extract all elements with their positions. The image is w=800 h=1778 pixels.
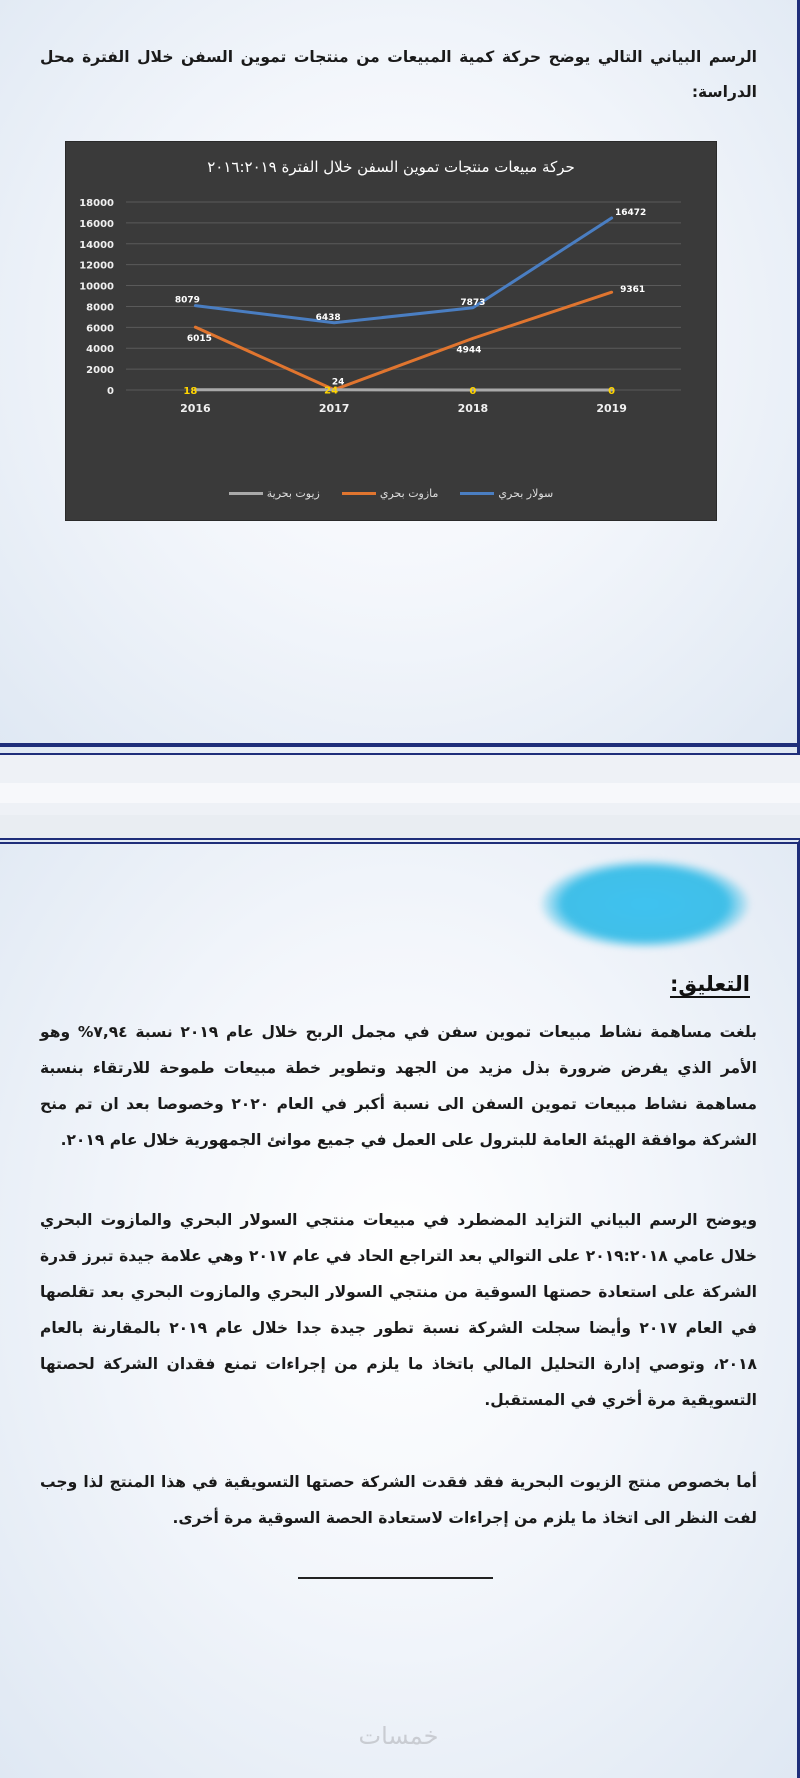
chart-title: حركة مبيعات منتجات تموين السفن خلال الفترة ٢٠١٦:٢٠١٩ <box>207 158 575 176</box>
watermark: خمسات <box>358 1722 439 1750</box>
x-tick-label: 2016 <box>180 402 211 415</box>
line-chart <box>66 142 716 520</box>
comment-paragraph-3: أما بخصوص منتج الزيوت البحرية فقد فقدت الشركة حصتها التسويقية في هذا المنتج لذا وجب لفت النظر الى اتخاذ ما يلزم من إجراءات لاستعادة الحصة السوقية مرة أخرى. <box>40 1473 757 1527</box>
y-tick-label: 18000 <box>79 198 114 209</box>
y-tick-label: 6000 <box>86 323 114 335</box>
comment-title: التعليق: <box>670 972 750 996</box>
x-tick-label: 2019 <box>596 402 627 415</box>
chart-legend <box>66 487 716 500</box>
data-label: 7873 <box>460 297 486 308</box>
data-label: 16472 <box>614 207 647 218</box>
y-tick-label: 4000 <box>86 344 114 356</box>
x-tick-label: 2017 <box>318 402 350 415</box>
series-line-1 <box>195 218 611 323</box>
redacted-scribble-icon <box>540 859 750 949</box>
y-tick-label: 16000 <box>79 218 114 230</box>
legend-swatch <box>229 492 263 495</box>
legend-item-1 <box>460 487 553 500</box>
document-page-2 <box>0 838 800 1778</box>
page-gap <box>0 755 800 815</box>
document-page-1 <box>0 0 800 755</box>
data-label: 6438 <box>315 312 341 323</box>
page-border-bottom <box>0 743 797 755</box>
legend-label: زيوت بحرية <box>266 487 320 500</box>
y-tick-label: 14000 <box>79 239 114 251</box>
data-label: 8079 <box>174 295 200 306</box>
y-tick-label: 8000 <box>86 302 114 314</box>
legend-swatch <box>342 492 376 495</box>
data-label: 24 <box>331 377 345 388</box>
legend-label: مازوت بحري <box>379 487 439 500</box>
end-rule <box>298 1577 493 1579</box>
chart-canvas <box>66 142 716 520</box>
data-label: 0 <box>469 386 477 397</box>
y-tick-label: 0 <box>107 386 114 397</box>
data-label: 6015 <box>186 334 212 345</box>
comment-paragraph-2: ويوضح الرسم البياني التزايد المضطرد في مبيعات منتجي السولار البحري والمازوت البحري خلال عامي ٢٠١٩:٢٠١٨ على التوالي بعد التراجع الحاد في عام ٢٠١٧ وهي علامة جيدة تبرز قدرة الشركة على استعادة حصتها السوقية من منتجي السولار البحري والمازوت البحري بعد تقلصها في العام ٢٠١٧ وأيضا سجلت الشركة نسبة تطور جيدة جدا خلال عام ٢٠١٩ بالمقارنة بالعام ٢٠١٨، وتوصي إدارة التحليل المالي باتخاذ ما يلزم من إجراءات تمنع فقدان الشركة لحصتها التسويقية مرة أخري في المستقبل. <box>40 1211 758 1409</box>
legend-item-2 <box>342 487 439 500</box>
legend-label: سولار بحري <box>498 487 554 500</box>
data-label: 24 <box>324 385 339 397</box>
data-label: 9361 <box>620 285 646 296</box>
x-tick-label: 2018 <box>457 402 489 415</box>
data-label: 4944 <box>456 345 482 356</box>
comment-paragraph-1: بلغت مساهمة نشاط مبيعات تموين سفن في مجمل الربح خلال عام ٢٠١٩ نسبة ٧,٩٤% وهو الأمر الذي يفرض ضرورة بذل مزيد من الجهد وتطوير خطة مبيعات طموحة للارتقاء بنسبة مساهمة نشاط مبيعات تموين السفن الى نسبة أكبر في العام ٢٠٢٠ وخصوصا بعد ان تم منح الشركة موافقة الهيئة العامة للبترول على العمل في جميع موانئ الجمهورية خلال عام ٢٠١٩. <box>40 1023 757 1149</box>
legend-item-3 <box>229 487 320 500</box>
y-tick-label: 2000 <box>86 365 114 377</box>
legend-swatch <box>460 492 494 495</box>
intro-paragraph: الرسم البياني التالي يوضح حركة كمية المبيعات من منتجات تموين السفن خلال الفترة محل الدراسة: <box>40 48 757 101</box>
y-tick-label: 10000 <box>79 281 114 293</box>
y-tick-label: 12000 <box>79 260 114 272</box>
data-label: 0 <box>608 386 616 397</box>
data-label: 18 <box>183 385 198 397</box>
